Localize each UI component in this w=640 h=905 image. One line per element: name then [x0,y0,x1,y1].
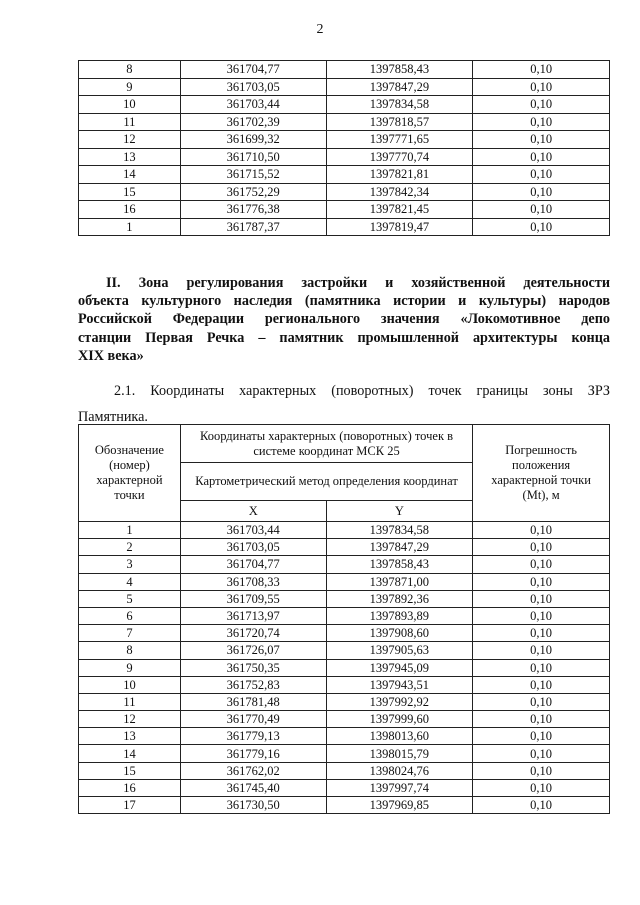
error-cell: 0,10 [473,779,610,796]
point-number-cell: 14 [79,745,181,762]
point-number-cell: 2 [79,539,181,556]
table-row [79,590,610,607]
x-coordinate-cell: 361745,40 [180,779,326,796]
error-cell: 0,10 [473,61,610,79]
error-cell: 0,10 [473,590,610,607]
table-row [79,96,610,114]
table-row [79,522,610,539]
error-cell: 0,10 [473,745,610,762]
error-cell: 0,10 [473,148,610,166]
point-number-cell: 1 [79,218,181,236]
table-row [79,676,610,693]
error-cell: 0,10 [473,539,610,556]
y-coordinate-cell: 1397770,74 [326,148,473,166]
y-coordinate-cell: 1397847,29 [326,539,473,556]
error-cell: 0,10 [473,96,610,114]
table-row [79,113,610,131]
table-row [79,61,610,79]
section-heading-line: станции Первая Речка – памятник промышленной архитектуры конца [78,329,610,346]
error-cell: 0,10 [473,728,610,745]
x-coordinate-cell: 361709,55 [180,590,326,607]
x-coordinate-cell: 361704,77 [180,556,326,573]
point-number-cell: 8 [79,61,181,79]
point-number-cell: 13 [79,148,181,166]
table-row [79,728,610,745]
point-number-cell: 5 [79,590,181,607]
x-coordinate-cell: 361776,38 [180,201,326,219]
table-row [79,539,610,556]
point-number-cell: 11 [79,113,181,131]
x-coordinate-cell: 361704,77 [180,61,326,79]
coordinates-table-body [79,61,610,236]
y-coordinate-cell: 1397999,60 [326,711,473,728]
x-coordinate-cell: 361779,16 [180,745,326,762]
table-row [79,218,610,236]
y-coordinate-cell: 1397992,92 [326,693,473,710]
header-point-designation: Обозначение (номер) характерной точки [79,425,181,522]
x-coordinate-cell: 361703,44 [180,96,326,114]
point-number-cell: 9 [79,659,181,676]
section-heading-line: XIX века» [78,347,144,364]
error-cell: 0,10 [473,131,610,149]
x-coordinate-cell: 361713,97 [180,607,326,624]
x-coordinate-cell: 361781,48 [180,693,326,710]
x-coordinate-cell: 361699,32 [180,131,326,149]
error-cell: 0,10 [473,113,610,131]
paragraph-line: 2.1. Координаты характерных (поворотных) точек границы зоны ЗРЗ [114,383,610,399]
point-number-cell: 15 [79,183,181,201]
point-number-cell: 10 [79,676,181,693]
table-row [79,148,610,166]
y-coordinate-cell: 1397893,89 [326,607,473,624]
x-coordinate-cell: 361715,52 [180,166,326,184]
table-row [79,166,610,184]
error-cell: 0,10 [473,166,610,184]
y-coordinate-cell: 1397871,00 [326,573,473,590]
header-coordinates-group: Координаты характерных (поворотных) точек в системе координат МСК 25 [180,425,472,463]
y-coordinate-cell: 1397945,09 [326,659,473,676]
paragraph-2-1 [78,378,610,430]
x-coordinate-cell: 361750,35 [180,659,326,676]
y-coordinate-cell: 1397969,85 [326,797,473,814]
error-cell: 0,10 [473,183,610,201]
point-number-cell: 14 [79,166,181,184]
y-coordinate-cell: 1397905,63 [326,642,473,659]
point-number-cell: 16 [79,201,181,219]
error-cell: 0,10 [473,201,610,219]
y-coordinate-cell: 1398013,60 [326,728,473,745]
table-row [79,779,610,796]
y-coordinate-cell: 1397892,36 [326,590,473,607]
table-row [79,78,610,96]
table-row [79,693,610,710]
error-cell: 0,10 [473,573,610,590]
y-coordinate-cell: 1397818,57 [326,113,473,131]
x-coordinate-cell: 361703,05 [180,539,326,556]
x-coordinate-cell: 361752,29 [180,183,326,201]
y-coordinate-cell: 1397771,65 [326,131,473,149]
table-row [79,556,610,573]
error-cell: 0,10 [473,607,610,624]
error-cell: 0,10 [473,762,610,779]
x-coordinate-cell: 361779,13 [180,728,326,745]
x-coordinate-cell: 361752,83 [180,676,326,693]
zrz-coordinates-table [78,424,610,814]
y-coordinate-cell: 1397834,58 [326,522,473,539]
point-number-cell: 8 [79,642,181,659]
y-coordinate-cell: 1397858,43 [326,61,473,79]
point-number-cell: 3 [79,556,181,573]
y-coordinate-cell: 1397821,45 [326,201,473,219]
table-row [79,659,610,676]
y-coordinate-cell: 1397847,29 [326,78,473,96]
x-coordinate-cell: 361770,49 [180,711,326,728]
paragraph-line: Памятника. [78,409,148,425]
table-row [79,183,610,201]
point-number-cell: 12 [79,711,181,728]
table-row [79,131,610,149]
point-number-cell: 15 [79,762,181,779]
y-coordinate-cell: 1397834,58 [326,96,473,114]
point-number-cell: 9 [79,78,181,96]
section-heading-line: объекта культурного наследия (памятника истории и культуры) народов [78,293,610,310]
y-coordinate-cell: 1397819,47 [326,218,473,236]
point-number-cell: 7 [79,625,181,642]
header-method: Картометрический метод определения координат [180,463,472,501]
coordinates-table-continued [78,60,610,236]
x-coordinate-cell: 361708,33 [180,573,326,590]
error-cell: 0,10 [473,659,610,676]
point-number-cell: 16 [79,779,181,796]
x-coordinate-cell: 361703,05 [180,78,326,96]
section-heading-line: II. Зона регулирования застройки и хозяйственной деятельности [106,275,610,291]
table-row [79,745,610,762]
point-number-cell: 11 [79,693,181,710]
y-coordinate-cell: 1397908,60 [326,625,473,642]
error-cell: 0,10 [473,522,610,539]
y-coordinate-cell: 1397842,34 [326,183,473,201]
point-number-cell: 12 [79,131,181,149]
point-number-cell: 6 [79,607,181,624]
point-number-cell: 13 [79,728,181,745]
point-number-cell: 10 [79,96,181,114]
y-coordinate-cell: 1397997,74 [326,779,473,796]
table-row [79,642,610,659]
x-coordinate-cell: 361702,39 [180,113,326,131]
x-coordinate-cell: 361703,44 [180,522,326,539]
error-cell: 0,10 [473,78,610,96]
error-cell: 0,10 [473,556,610,573]
section-heading [78,274,610,365]
table-row [79,573,610,590]
point-number-cell: 1 [79,522,181,539]
error-cell: 0,10 [473,711,610,728]
table-row [79,711,610,728]
y-coordinate-cell: 1397821,81 [326,166,473,184]
x-coordinate-cell: 361726,07 [180,642,326,659]
error-cell: 0,10 [473,625,610,642]
y-coordinate-cell: 1398024,76 [326,762,473,779]
error-cell: 0,10 [473,642,610,659]
table-row [79,625,610,642]
y-coordinate-cell: 1397943,51 [326,676,473,693]
zrz-table-body [79,522,610,814]
y-coordinate-cell: 1398015,79 [326,745,473,762]
header-x: X [180,501,326,522]
x-coordinate-cell: 361762,02 [180,762,326,779]
y-coordinate-cell: 1397858,43 [326,556,473,573]
error-cell: 0,10 [473,218,610,236]
x-coordinate-cell: 361710,50 [180,148,326,166]
x-coordinate-cell: 361720,74 [180,625,326,642]
table-row [79,607,610,624]
table-row [79,797,610,814]
point-number-cell: 17 [79,797,181,814]
point-number-cell: 4 [79,573,181,590]
error-cell: 0,10 [473,693,610,710]
error-cell: 0,10 [473,676,610,693]
table-row [79,201,610,219]
table-row [79,762,610,779]
section-heading-line: Российской Федерации регионального значения «Локомотивное депо [78,311,610,328]
header-y: Y [326,501,473,522]
header-position-error: Погрешность положения характерной точки (Mt), м [473,425,610,522]
x-coordinate-cell: 361787,37 [180,218,326,236]
page-number: 2 [316,22,324,37]
x-coordinate-cell: 361730,50 [180,797,326,814]
error-cell: 0,10 [473,797,610,814]
